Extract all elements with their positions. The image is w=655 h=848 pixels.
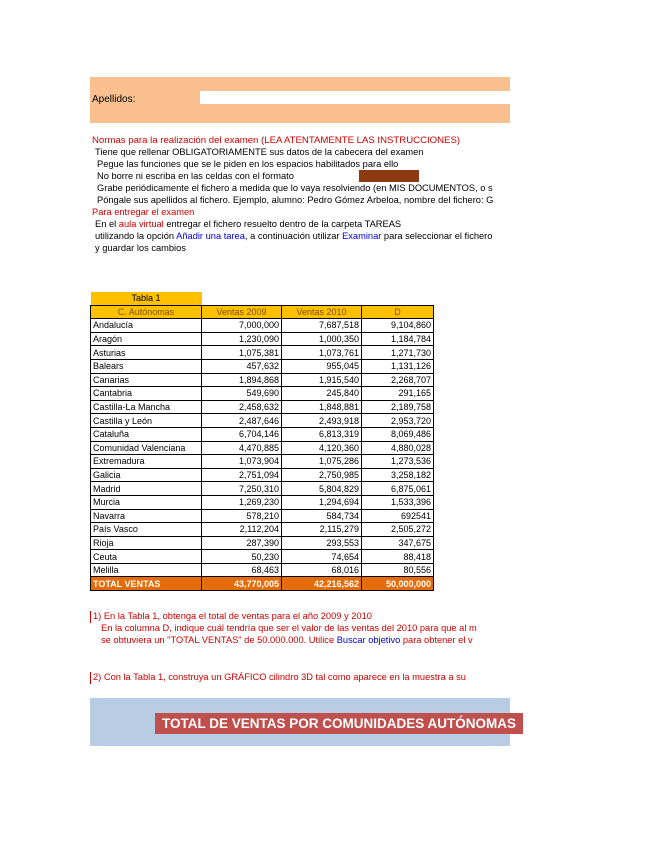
d-cell[interactable]: 88,418 [362, 550, 434, 564]
d-cell[interactable]: 291,165 [362, 387, 434, 401]
table-row [91, 495, 434, 509]
col-header-ccaa: C. Autónomas [91, 305, 202, 319]
normas-line-1: Tiene que rellenar OBLIGATORIAMENTE sus datos de la cabecera del examen [95, 147, 424, 157]
entregar-l1-pre: En el [95, 219, 119, 229]
d-cell[interactable]: 1,533,396 [362, 495, 434, 509]
ccaa-cell[interactable]: Asturias [91, 346, 202, 360]
ventas-2009-cell[interactable]: 7,250,310 [202, 482, 282, 496]
col-header-2010: Ventas 2010 [282, 305, 362, 319]
ventas-2010-cell[interactable]: 2,115,279 [282, 523, 362, 537]
q1-l3-post: para obtener el v [400, 635, 473, 645]
ccaa-cell[interactable]: Madrid [91, 482, 202, 496]
normas-line-4: Grabe periódicamente el fichero a medida que lo vaya resolviendo (en MIS DOCUMENTOS, o s [97, 183, 493, 193]
ccaa-cell[interactable]: Cantabria [91, 387, 202, 401]
ventas-2010-cell[interactable]: 293,553 [282, 536, 362, 550]
question-2: 2) Con la Tabla 1, construya un GRÁFICO cilindro 3D tal como aparece en la muestra a su [93, 672, 466, 682]
ventas-2009-cell[interactable]: 287,390 [202, 536, 282, 550]
ventas-2009-cell[interactable]: 2,458,632 [202, 400, 282, 414]
question-1-line-3 [101, 635, 510, 645]
table-total-row [91, 577, 434, 591]
ventas-2010-cell[interactable]: 5,804,829 [282, 482, 362, 496]
table-row [91, 359, 434, 373]
ventas-2010-cell[interactable]: 74,654 [282, 550, 362, 564]
table-row [91, 509, 434, 523]
aula-virtual-link[interactable]: aula virtual [118, 219, 164, 229]
table-header-row [91, 305, 434, 319]
apellidos-input[interactable] [200, 91, 510, 104]
ventas-2010-cell[interactable]: 1,915,540 [282, 373, 362, 387]
d-cell[interactable]: 2,268,707 [362, 373, 434, 387]
chart-banner-title: TOTAL DE VENTAS POR COMUNIDADES AUTÓNOMAS [155, 713, 523, 734]
entregar-l2-mid: , a continuación utilizar [244, 231, 343, 241]
ccaa-cell[interactable]: Galicia [91, 468, 202, 482]
anadir-tarea-link[interactable]: Añadir una tarea [176, 231, 245, 241]
q1-l3-pre: se obtuviera un "TOTAL VENTAS" de 50.000.000. Utilice [101, 635, 337, 645]
ventas-2010-cell[interactable]: 68,016 [282, 563, 362, 577]
d-cell[interactable]: 9,104,860 [362, 319, 434, 333]
ventas-2009-cell[interactable]: 4,470,885 [202, 441, 282, 455]
ccaa-cell[interactable]: Canarias [91, 373, 202, 387]
d-cell[interactable]: 2,953,720 [362, 414, 434, 428]
total-label: TOTAL VENTAS [91, 577, 202, 591]
d-cell[interactable]: 6,875,061 [362, 482, 434, 496]
normas-line-5: Póngale sus apellidos al fichero. Ejemplo, alumno: Pedro Gómez Arbeloa, nombre del fichero: G [97, 195, 494, 205]
total-d[interactable]: 50,000,000 [362, 577, 434, 591]
ccaa-cell[interactable]: Castilla-La Mancha [91, 400, 202, 414]
d-cell[interactable]: 347,675 [362, 536, 434, 550]
entregar-l2-post: para seleccionar el fichero [381, 231, 493, 241]
ccaa-cell[interactable]: Balears [91, 359, 202, 373]
table-row [91, 387, 434, 401]
d-cell[interactable]: 1,184,784 [362, 332, 434, 346]
d-cell[interactable]: 1,131,126 [362, 359, 434, 373]
ventas-2009-cell[interactable]: 1,269,230 [202, 495, 282, 509]
ccaa-cell[interactable]: Extremadura [91, 455, 202, 469]
question-1-line-2: En la columna D, indique cuál tendría que ser el valor de las ventas del 2010 para que al m [101, 623, 477, 633]
ventas-2010-cell[interactable]: 2,493,918 [282, 414, 362, 428]
table-row [91, 373, 434, 387]
ventas-2009-cell[interactable]: 1,073,904 [202, 455, 282, 469]
entregar-line-2 [95, 231, 510, 241]
ventas-2009-cell[interactable]: 2,112,204 [202, 523, 282, 537]
ccaa-cell[interactable]: Navarra [91, 509, 202, 523]
table-row [91, 550, 434, 564]
question-1: 1) En la Tabla 1, obtenga el total de ventas para el año 2009 y 2010 [93, 611, 372, 621]
ccaa-cell[interactable]: Ceuta [91, 550, 202, 564]
ccaa-cell[interactable]: Murcia [91, 495, 202, 509]
q1-marker [90, 611, 91, 623]
ventas-2009-cell[interactable]: 457,632 [202, 359, 282, 373]
ventas-2009-cell[interactable]: 1,230,090 [202, 332, 282, 346]
q2-marker [90, 672, 91, 684]
total-2009[interactable]: 43,770,005 [202, 577, 282, 591]
table-caption-row [91, 292, 434, 305]
table-row [91, 400, 434, 414]
header-band-bottom [90, 104, 510, 123]
ccaa-cell[interactable]: Castilla y León [91, 414, 202, 428]
table-row [91, 332, 434, 346]
d-cell[interactable]: 4,880,028 [362, 441, 434, 455]
table-row [91, 319, 434, 333]
ventas-table [90, 292, 434, 591]
ventas-2010-cell[interactable]: 584,734 [282, 509, 362, 523]
ccaa-cell[interactable]: Rioja [91, 536, 202, 550]
ventas-2009-cell[interactable]: 1,894,868 [202, 373, 282, 387]
ventas-2009-cell[interactable]: 6,704,146 [202, 427, 282, 441]
entregar-l2-pre: utilizando la opción [95, 231, 177, 241]
ventas-2010-cell[interactable]: 4,120,360 [282, 441, 362, 455]
ccaa-cell[interactable]: Cataluña [91, 427, 202, 441]
ventas-2010-cell[interactable]: 1,848,881 [282, 400, 362, 414]
d-cell[interactable]: 1,273,536 [362, 455, 434, 469]
normas-line-2: Pegue las funciones que se le piden en los espacios habilitados para ello [97, 159, 399, 169]
ventas-2009-cell[interactable]: 50,230 [202, 550, 282, 564]
table-row [91, 563, 434, 577]
header-band-top [90, 77, 510, 91]
total-2010[interactable]: 42,216,562 [282, 577, 362, 591]
ventas-2010-cell[interactable]: 955,045 [282, 359, 362, 373]
ventas-2010-cell[interactable]: 1,294,694 [282, 495, 362, 509]
d-cell[interactable]: 1,271,730 [362, 346, 434, 360]
entregar-title: Para entregar el examen [92, 207, 195, 217]
d-cell[interactable]: 3,258,182 [362, 468, 434, 482]
table-row [91, 523, 434, 537]
d-cell[interactable]: 80,556 [362, 563, 434, 577]
table-row [91, 455, 434, 469]
entregar-line-3: y guardar los cambios [95, 243, 186, 253]
normas-title: Normas para la realización del examen (LEA ATENTAMENTE LAS INSTRUCCIONES) [92, 135, 461, 146]
ventas-2010-cell[interactable]: 7,687,518 [282, 319, 362, 333]
col-header-2009: Ventas 2009 [202, 305, 282, 319]
entregar-line-1 [95, 219, 510, 229]
apellidos-label: Apellidos: [92, 94, 136, 105]
table-row [91, 427, 434, 441]
ventas-2009-cell[interactable]: 2,751,094 [202, 468, 282, 482]
ventas-2009-cell[interactable]: 7,000,000 [202, 319, 282, 333]
ccaa-cell[interactable]: Aragón [91, 332, 202, 346]
ventas-2010-cell[interactable]: 1,073,761 [282, 346, 362, 360]
ventas-2010-cell[interactable]: 2,750,985 [282, 468, 362, 482]
ccaa-cell[interactable]: Melilla [91, 563, 202, 577]
ccaa-cell[interactable]: Andalucía [91, 319, 202, 333]
table-row [91, 536, 434, 550]
col-header-d: D [362, 305, 434, 319]
d-cell[interactable]: 2,189,758 [362, 400, 434, 414]
ventas-2009-cell[interactable]: 1,075,381 [202, 346, 282, 360]
table-row [91, 441, 434, 455]
table-row [91, 346, 434, 360]
table-row [91, 414, 434, 428]
d-cell[interactable]: 692541 [362, 509, 434, 523]
table-row [91, 482, 434, 496]
ventas-2009-cell[interactable]: 68,463 [202, 563, 282, 577]
ventas-2010-cell[interactable]: 245,840 [282, 387, 362, 401]
normas-line-3: No borre ni escriba en las celdas con el formato [97, 171, 294, 181]
ventas-2010-cell[interactable]: 1,000,350 [282, 332, 362, 346]
entregar-l1-post: entregar el fichero resuelto dentro de la carpeta TAREAS [163, 219, 402, 229]
ventas-2010-cell[interactable]: 6,813,319 [282, 427, 362, 441]
protected-format-sample [359, 170, 419, 182]
ventas-2010-cell[interactable]: 1,075,286 [282, 455, 362, 469]
ventas-2009-cell[interactable]: 578,210 [202, 509, 282, 523]
ccaa-cell[interactable]: País Vasco [91, 523, 202, 537]
table-caption: Tabla 1 [91, 292, 202, 305]
ventas-2009-cell[interactable]: 2,487,646 [202, 414, 282, 428]
d-cell[interactable]: 8,069,486 [362, 427, 434, 441]
d-cell[interactable]: 2,505,272 [362, 523, 434, 537]
buscar-objetivo-link[interactable]: Buscar objetivo [336, 635, 401, 645]
examinar-link[interactable]: Examinar [342, 231, 382, 241]
table-row [91, 468, 434, 482]
ccaa-cell[interactable]: Comunidad Valenciana [91, 441, 202, 455]
ventas-2009-cell[interactable]: 549,690 [202, 387, 282, 401]
